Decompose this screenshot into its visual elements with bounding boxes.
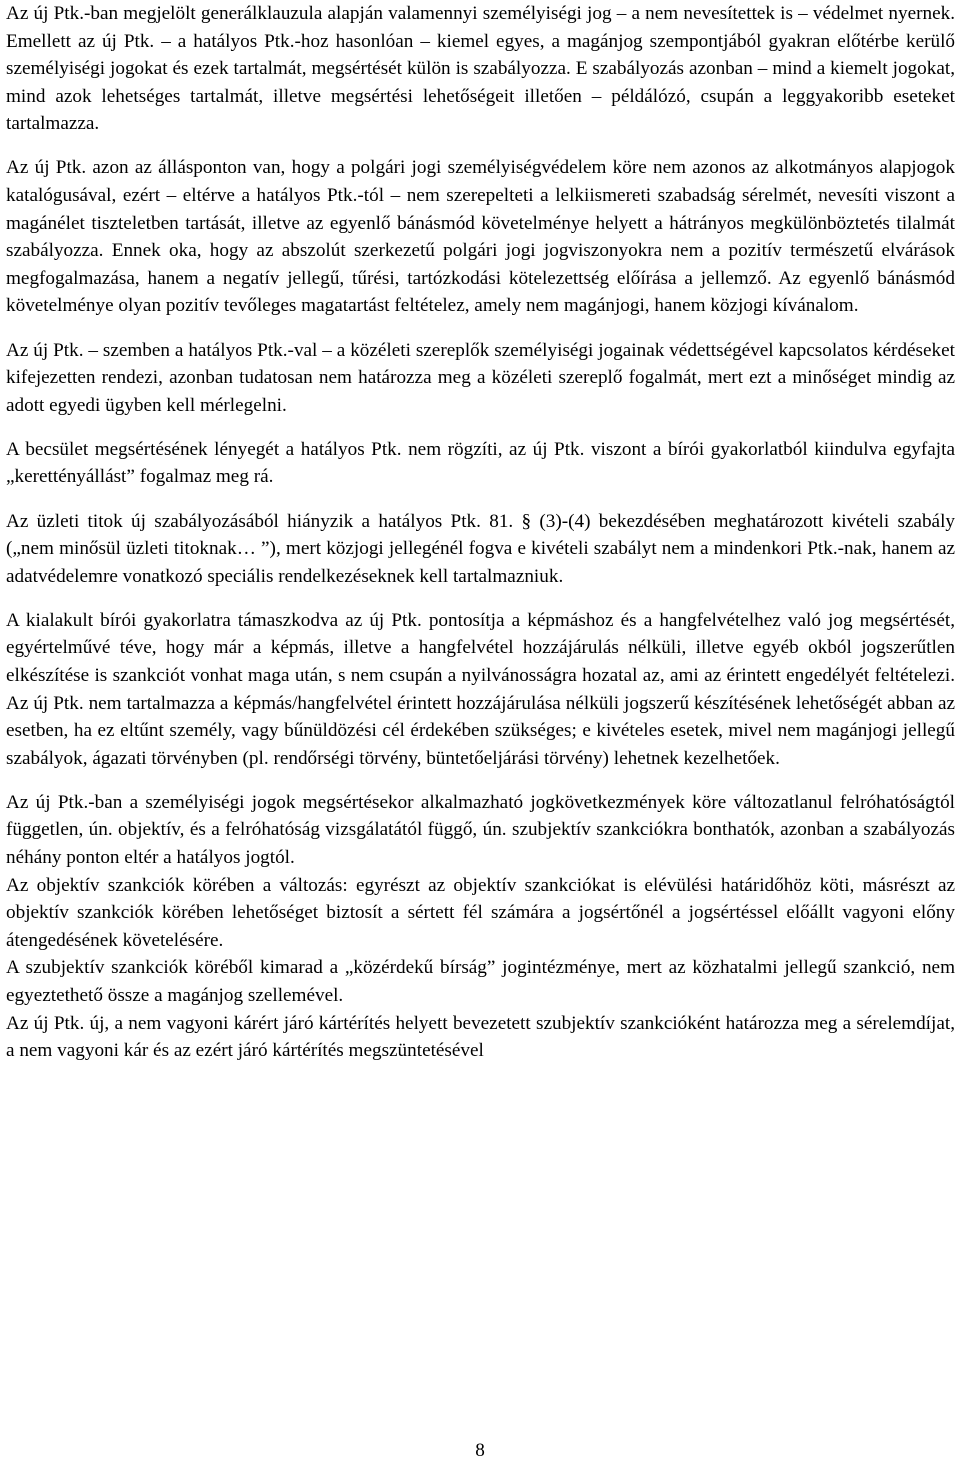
paragraph-subjective-sanctions: A szubjektív szankciók köréből kimarad a „közérdekű bírság” jogintézménye, mert az közhatalmi jellegű szankció, nem egyeztethető össze a magánjog szellemével. [6, 957, 955, 1006]
paragraph-image-and-voice: A kialakult bírói gyakorlatra támaszkodva az új Ptk. pontosítja a képmáshoz és a hangfelvételhez való jog megsértését, egyértelművé téve, hogy már a képmás, illetve a hangfelvétel hozzájárulás nélküli, illetve egyéb okból jogszerűtlen elkészítése is szankciót vonhat maga után, s nem csupán a nyilvánosságra hozatal az, ami az érintett engedélyét feltételezi. Az új Ptk. nem tartalmazza a képmás/hangfelvétel érintett hozzájárulása nélküli jogszerű készítésének lehetőségét abban az esetben, ha ez eltűnt személy, vagy bűnüldözési cél érdekében szükséges; e kivételes esetek, mivel nem magánjogi jellegű szabályok, ágazati törvényben (pl. rendőrségi törvény, büntetőeljárási törvény) lehetnek kezelhetőek. [6, 609, 955, 769]
paragraph-sanctions: Az új Ptk.-ban a személyiségi jogok megsértésekor alkalmazható jogkövetkezmények köre változatlanul felróhatóságtól független, ún. objektív, és a felróhatóság vizsgálatától függő, ún. szubjektív szankciókra bonthatók, azonban a szabályozás néhány ponton eltér a hatályos jogtól. [6, 791, 955, 869]
paragraph-honour: A becsület megsértésének lényegét a hatályos Ptk. nem rögzíti, az új Ptk. viszont a bírói gyakorlatból kiindulva egyfajta „kerettényállást” fogalmaz meg rá. [6, 438, 955, 488]
paragraph-trade-secret: Az üzleti titok új szabályozásából hiányzik a hatályos Ptk. 81. § (3)-(4) bekezdésében meghatározott kivételi szabály („nem minősül üzleti titoknak… ”), mert közjogi jellegénél fogva e kivételi szabályt nem a mindenkori Ptk.-nak, hanem az adatvédelemre vonatkozó speciális rendelkezéseknek kell tartalmazniuk. [6, 510, 955, 587]
paragraph-restitution: Az új Ptk. új, a nem vagyoni kárért járó kártérítés helyett bevezetett szubjektív szankcióként határozza meg a sérelemdíjat, a nem vagyoni kár és az ezért járó kártérítés megszüntetésével [6, 1012, 955, 1062]
page-number: 8 [475, 1440, 485, 1461]
document-body [6, 0, 955, 1065]
paragraph-objective-sanctions: Az objektív szankciók körében a változás: egyrészt az objektív szankciókat is elévülési határidőhöz köti, másrészt az objektív szankciók körében lehetőséget biztosít a sértett fél számára a jogsértőnél a jogsértéssel előállt vagyoni előny átengedésének követelésére. [6, 874, 955, 951]
paragraph-public-figures: Az új Ptk. – szemben a hatályos Ptk.-val – a közéleti szereplők személyiségi jogainak védettségével kapcsolatos kérdéseket kifejezetten rendezi, azonban tudatosan nem határozza meg a közéleti szereplő fogalmát, mert ezt a minőséget mindig az adott egyedi ügyben kell mérlegelni. [6, 339, 955, 416]
paragraph-general-clause: Az új Ptk.-ban megjelölt generálklauzula alapján valamennyi személyiségi jog – a nem nevesítettek is – védelmet nyernek. Emellett az új Ptk. – a hatályos Ptk.-hoz hasonlóan – kiemel egyes, a magánjog szempontjából gyakran előtérbe kerülő személyiségi jogokat és ezek tartalmát, megsértését külön is szabályozza. E szabályozás azonban – mind a kiemelt jogokat, mind azok lehetséges tartalmát, illetve megsértési lehetőségeit illetően – példálózó, csupán a leggyakoribb eseteket tartalmazza. [6, 3, 955, 135]
paragraph-personality-protection-scope: Az új Ptk. azon az állásponton van, hogy a polgári jogi személyiségvédelem köre nem azonos az alkotmányos alapjogok katalógusával, ezért – eltérve a hatályos Ptk.-tól – nem szerepelteti a lelkiismereti szabadság sérelmét, nevesíti viszont a magánélet tiszteletben tartását, illetve az egyenlő bánásmód követelménye helyett a hátrányos megkülönböztetés tilalmát szabályozza. Ennek oka, hogy az abszolút szerkezetű polgári jogi jogviszonyokra nem a pozitív természetű elvárások megfogalmazása, hanem a negatív jellegű, tűrési, tartózkodási kötelezettség előírása a jellemző. Az egyenlő bánásmód követelménye olyan pozitív tevőleges magatartást feltételez, amely nem magánjogi, hanem közjogi kívánalom. [6, 157, 955, 317]
